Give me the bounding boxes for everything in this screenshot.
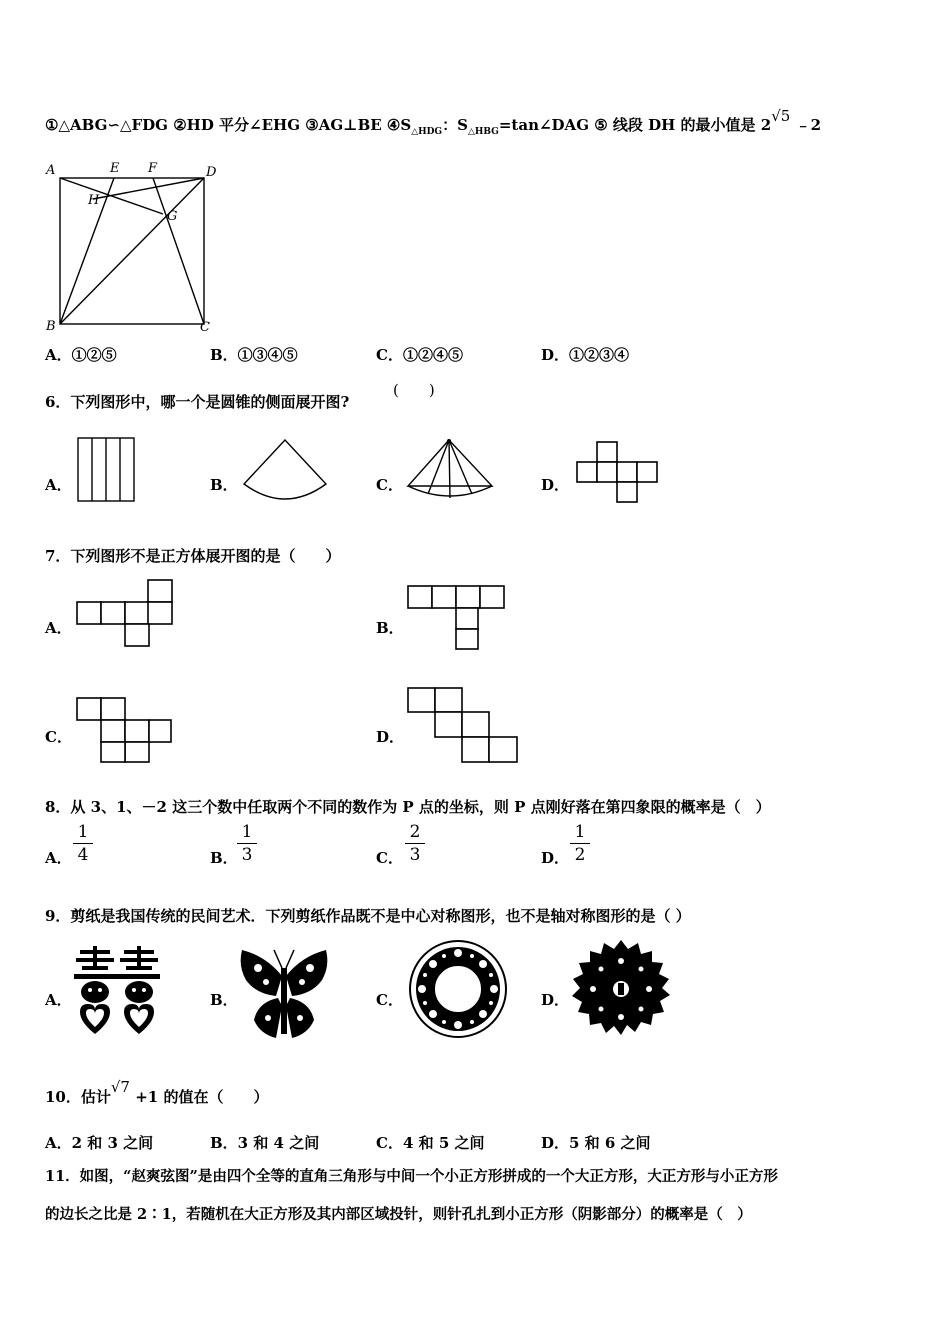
q10-option-b[interactable]: B．3 和 4 之间 (210, 1134, 320, 1152)
q5-option-c[interactable]: C．①②④⑤ (376, 346, 463, 364)
q8-option-b[interactable]: B． (210, 849, 238, 867)
q6-sector-figure (240, 438, 330, 504)
q10-stem: 10．估计√7 +1 的值在（ ） (45, 1078, 269, 1106)
q11-stem-line-1: 11．如图，“赵爽弦图”是由四个全等的直角三角形与中间一个小正方形拼成的一个大正方形，大正方形与小正方形 (45, 1168, 778, 1185)
q6-rectangle-figure (77, 437, 137, 503)
q8-stem: 8．从 3、1、－2 这三个数中任取两个不同的数作为 P 点的坐标，则 P 点刚好落在第四象限的概率是（ ） (45, 798, 771, 816)
q11-stem-line-2: 的边长之比是 2∶1，若随机在大正方形及其内部区域投针，则针孔扎到小正方形（阴影部分）的概率是（ ） (45, 1206, 752, 1223)
q7-option-c[interactable]: C． (45, 728, 72, 746)
q9-stem: 9．剪纸是我国传统的民间艺术．下列剪纸作品既不是中心对称图形，也不是轴对称图形的是（ ） (45, 907, 691, 925)
label-g: G (167, 209, 178, 224)
q9-option-a[interactable]: A． (45, 991, 72, 1009)
q9-butterfly-papercut-icon (236, 946, 331, 1041)
q7-net-b-figure (406, 584, 506, 652)
q10-option-a[interactable]: A．2 和 3 之间 (45, 1134, 154, 1152)
q6-stem: 6．下列图形中，哪一个是圆锥的侧面展开图? (45, 393, 350, 411)
q8-option-d[interactable]: D． (541, 849, 570, 867)
label-a: A (46, 163, 56, 178)
q5-option-a[interactable]: A．①②⑤ (45, 346, 117, 364)
q5-statement-3: ③AG⊥BE (305, 116, 382, 134)
q7-option-a[interactable]: A． (45, 619, 72, 637)
q9-ring-papercut-icon (408, 939, 508, 1039)
q5-statement-2: ②HD 平分∠EHG (173, 116, 301, 134)
q8-option-c-fraction: 2 3 (405, 822, 425, 865)
q6-option-b[interactable]: B． (210, 476, 238, 494)
label-b: B (46, 319, 56, 334)
q9-option-b[interactable]: B． (210, 991, 238, 1009)
q8-option-c[interactable]: C． (376, 849, 403, 867)
q10-sqrt: √7 (110, 1078, 130, 1096)
q7-stem: 7．下列图形不是正方体展开图的是（ ） (45, 547, 341, 565)
label-e: E (110, 161, 120, 176)
q6-option-c[interactable]: C． (376, 476, 403, 494)
label-d: D (206, 165, 217, 180)
q5-option-b[interactable]: B．①③④⑤ (210, 346, 298, 364)
q8-option-d-fraction: 1 2 (570, 822, 590, 865)
q8-option-a-fraction: 1 4 (73, 822, 93, 865)
q6-pyramid-figure (406, 438, 496, 504)
q7-net-a-figure (75, 578, 175, 650)
q9-sun-papercut-icon (571, 939, 671, 1039)
q5-square-figure (40, 158, 230, 338)
label-c: C (200, 320, 210, 335)
q5-statement-1: ①△ABG∽△FDG (45, 116, 168, 134)
q5-option-d[interactable]: D．①②③④ (541, 346, 630, 364)
q7-net-c-figure (75, 696, 175, 766)
q7-option-b[interactable]: B． (376, 619, 404, 637)
label-h: H (88, 193, 100, 208)
q5-statement-5: ⑤ 线段 DH 的最小值是 2√5 ﹣2 (594, 107, 821, 134)
q9-double-happiness-papercut-icon (74, 946, 164, 1041)
q6-paren: ( ) (393, 381, 435, 399)
q7-net-d-figure (406, 686, 521, 766)
q10-option-d[interactable]: D．5 和 6 之间 (541, 1134, 651, 1152)
q8-option-b-fraction: 1 3 (237, 822, 257, 865)
q5-statement-4: $④S_{\triangle HDG}$：$S_{\triangle HBG}=\tan\angle DAG$ (386, 116, 590, 137)
q10-option-c[interactable]: C．4 和 5 之间 (376, 1134, 485, 1152)
q6-cube-net-figure (575, 440, 665, 506)
q6-option-d[interactable]: D． (541, 476, 570, 494)
q6-option-a[interactable]: A． (45, 476, 72, 494)
label-f: F (148, 161, 158, 176)
q5-statements (45, 107, 821, 142)
q9-option-c[interactable]: C． (376, 991, 403, 1009)
q9-option-d[interactable]: D． (541, 991, 570, 1009)
q7-option-d[interactable]: D． (376, 728, 405, 746)
q8-option-a[interactable]: A． (45, 849, 72, 867)
